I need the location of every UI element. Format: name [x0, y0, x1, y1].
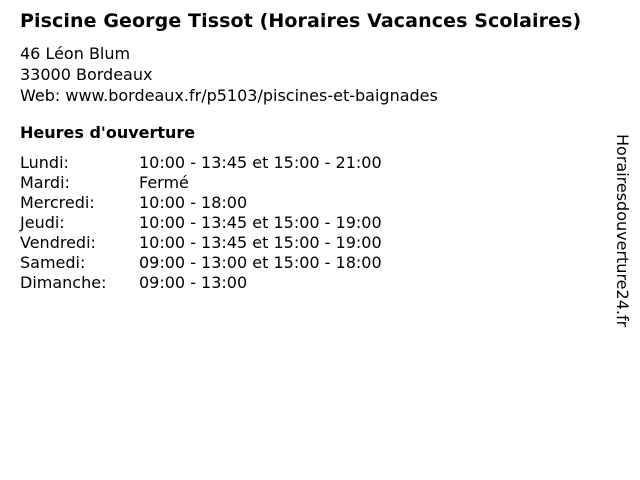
- hours-day: Dimanche:: [20, 273, 107, 292]
- hours-day: Jeudi:: [20, 213, 65, 232]
- hours-day: Mardi:: [20, 173, 70, 192]
- hours-row: [20, 233, 382, 253]
- hours-row: [20, 153, 382, 173]
- hours-day: Lundi:: [20, 153, 69, 172]
- hours-time: Fermé: [139, 173, 189, 192]
- hours-row: [20, 193, 382, 213]
- address-city: 33000 Bordeaux: [20, 65, 153, 84]
- page-title: Piscine George Tissot (Horaires Vacances Scolaires): [20, 10, 582, 32]
- hours-row: [20, 253, 382, 273]
- hours-time: 10:00 - 13:45 et 15:00 - 21:00: [139, 153, 382, 172]
- address-street: 46 Léon Blum: [20, 44, 131, 63]
- site-watermark: Horairesdouverture24.fr: [613, 134, 632, 328]
- hours-time: 10:00 - 13:45 et 15:00 - 19:00: [139, 233, 382, 252]
- hours-day: Samedi:: [20, 253, 86, 272]
- hours-time: 09:00 - 13:00 et 15:00 - 18:00: [139, 253, 382, 272]
- address-block: [20, 43, 438, 106]
- hours-time: 09:00 - 13:00: [139, 273, 248, 292]
- website-link[interactable]: Web: www.bordeaux.fr/p5103/piscines-et-baignades: [20, 86, 438, 105]
- hours-row: [20, 213, 382, 233]
- hours-table: [20, 153, 382, 293]
- hours-row: [20, 273, 382, 293]
- hours-time: 10:00 - 13:45 et 15:00 - 19:00: [139, 213, 382, 232]
- hours-row: [20, 173, 382, 193]
- hours-day: Vendredi:: [20, 233, 96, 252]
- hours-day: Mercredi:: [20, 193, 95, 212]
- hours-time: 10:00 - 18:00: [139, 193, 248, 212]
- hours-heading: Heures d'ouverture: [20, 123, 196, 142]
